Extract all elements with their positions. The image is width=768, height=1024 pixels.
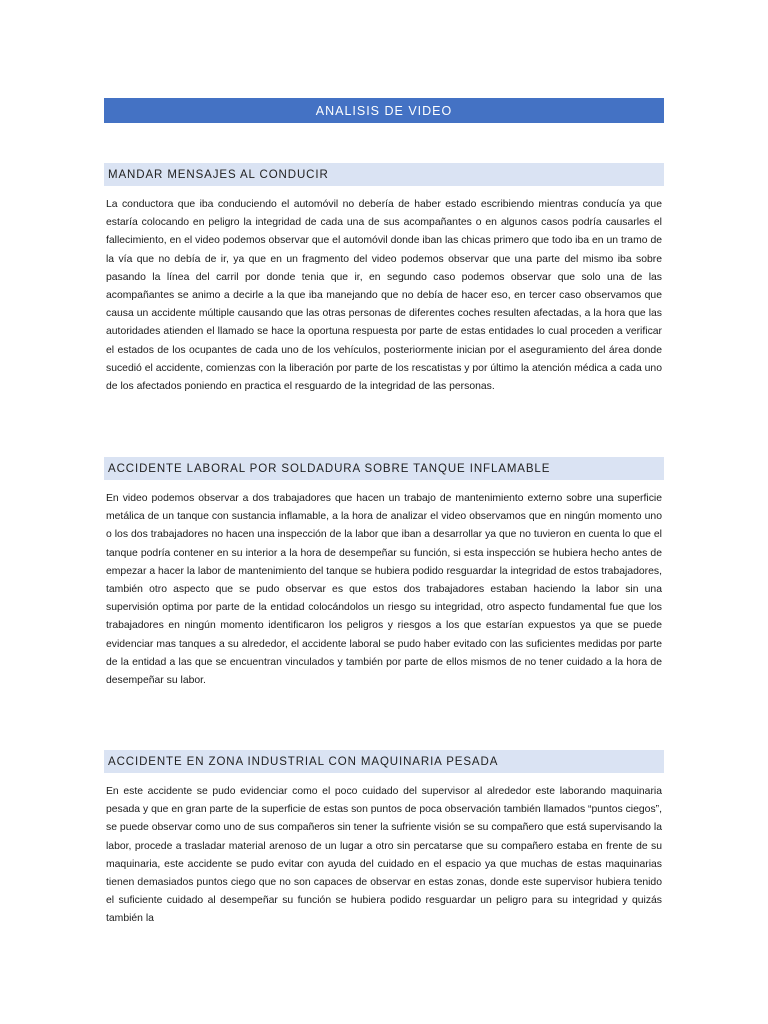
document-title: ANALISIS DE VIDEO (104, 98, 664, 123)
section-heading: ACCIDENTE LABORAL POR SOLDADURA SOBRE TANQUE INFLAMABLE (104, 457, 664, 480)
section-heavy-machinery-accident (104, 750, 664, 933)
section-heading: ACCIDENTE EN ZONA INDUSTRIAL CON MAQUINARIA PESADA (104, 750, 664, 773)
section-welding-accident (104, 457, 664, 690)
section-body: En video podemos observar a dos trabajadores que hacen un trabajo de mantenimiento externo sobre una superficie metálica de un tanque con sustancia inflamable, a la hora de analizar el video observamos que en ningún momento uno o los dos trabajadores no hacen una inspección de la labor que iban a desarrollar ya que no tuvieron en cuenta lo que el tanque podría contener en su interior a la hora de desempeñar su función, si esta inspección se hubiera hecho antes de empezar a hacer la labor de mantenimiento del tanque se hubiera podido resguardar la integridad de estos trabajadores, también otro aspecto que se pudo observar es que estos dos trabajadores estaban haciendo la labor sin una supervisión optima por parte de la entidad colocándolos un riesgo su integridad, otro aspecto fundamental fue que los trabajadores en ningún momento identificaron los peligros y riesgos a los que estarían expuestos ya que se puede evidenciar mas tanques a su alrededor, el accidente laboral se pudo haber evitado con las suficientes medidas por parte de la entidad a las que se encuentran vinculados y también por parte de ellos mismos de no tener cuidado a la hora de desempeñar su labor. (106, 493, 662, 687)
section-body: En este accidente se pudo evidenciar como el poco cuidado del supervisor al alrededor este laborando maquinaria pesada y que en gran parte de la superficie de estas son puntos de poca observación también llamados “puntos ciegos”, se puede observar como uno de sus compañeros sin tener la sufriente visión se su compañero que está supervisando la labor, procede a trasladar material arenoso de un lugar a otro sin percatarse que su compañero estaba en frente de su maquinaria, este accidente se pudo evitar con ayuda del cuidado en el espacio ya que muchas de estas maquinarias tienen demasiados puntos ciego que no son capaces de observar en estas zonas, donde este supervisor hubiera tenido el suficiente cuidado al desempeñar su función se hubiera podido resguardar un peligro para su integridad y quizás también la (106, 786, 662, 925)
section-body: La conductora que iba conduciendo el automóvil no debería de haber estado escribiendo mientras conducía ya que estaría colocando en peligro la integridad de cada una de sus acompañantes o en algunos casos podría causarles el fallecimiento, en el video podemos observar que el automóvil donde iban las chicas primero que todo iba en un tramo de la vía que no debía de ir, ya que en un fragmento del video podemos observar que una parte del mismo iba sobre pasando la línea del carril por donde tenia que ir, en segundo caso podemos observar que solo una de las acompañantes se animo a decirle a la que iba manejando que no debía de hacer eso, en tercer caso observamos que causa un accidente múltiple causando que las otras personas de diferentes coches resulten afectadas, a la hora que las autoridades atienden el llamado se hace la oportuna respuesta por parte de estas entidades lo cual proceden a verificar el estados de los ocupantes de cada uno de los vehículos, posteriormente inician por el aseguramiento del área donde sucedió el accidente, comienzas con la liberación por parte de los rescatistas y por último la atención médica a cada uno de los afectados poniendo en practica el resguardo de la integridad de las personas. (106, 199, 662, 393)
section-texting-while-driving (104, 163, 664, 396)
section-heading: MANDAR MENSAJES AL CONDUCIR (104, 163, 664, 186)
